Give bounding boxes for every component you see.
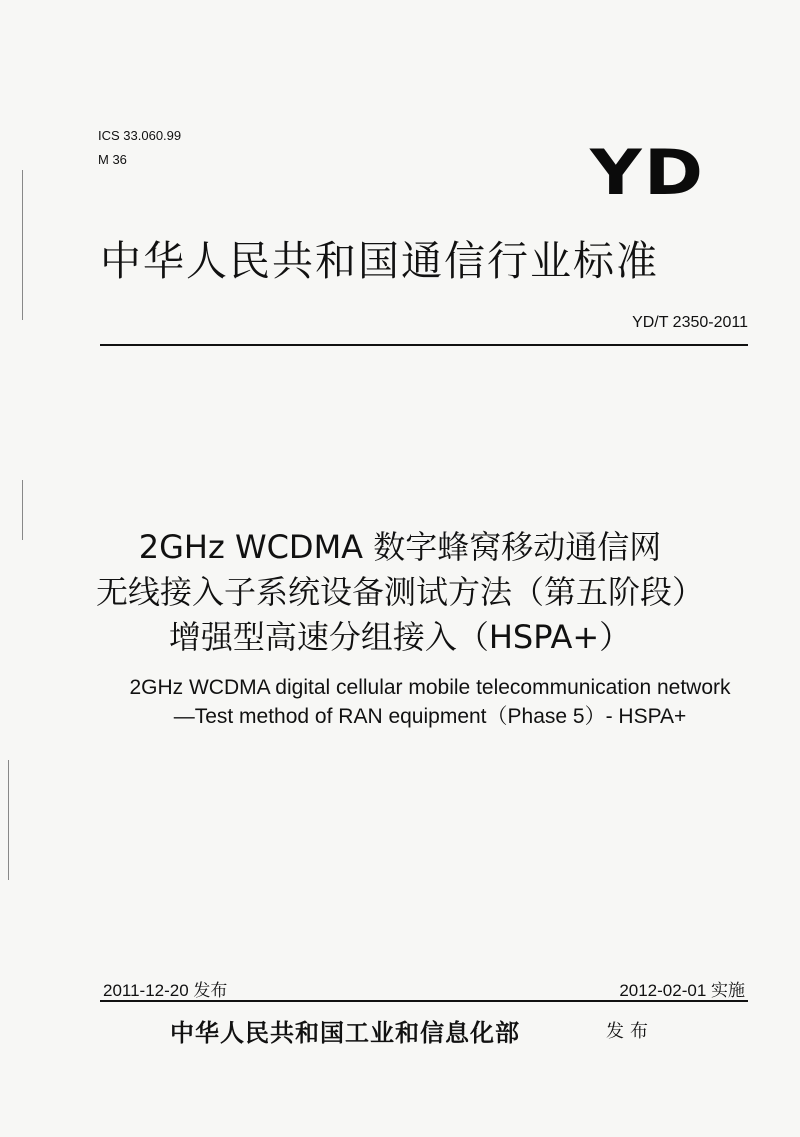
issue-date: 2011-12-20 发布 [103,981,228,1000]
chinese-title-line-2: 无线接入子系统设备测试方法（第五阶段） [95,573,704,611]
scan-line [8,760,9,880]
english-title [0,673,800,731]
standard-title: 中华人民共和国通信行业标准 [100,237,659,285]
category-code: M 36 [98,152,127,167]
chinese-title-line-1: 2GHz WCDMA 数字蜂窝移动通信网 [138,528,662,566]
english-title-line-1: 2GHz WCDMA digital cellular mobile telecommunication network [129,676,731,699]
issuer-suffix: 发布 [606,1021,654,1042]
chinese-title-line-3: 增强型高速分组接入（HSPA+） [168,618,632,656]
scan-line [22,170,23,320]
bottom-divider [100,1000,748,1002]
chinese-title [0,525,800,660]
top-divider [100,344,748,346]
ics-code: ICS 33.060.99 [98,128,182,143]
standard-number: YD/T 2350-2011 [632,314,748,331]
effective-date: 2012-02-01 实施 [619,981,745,1000]
issuer-name: 中华人民共和国工业和信息化部 [170,1018,520,1047]
english-title-line-2: —Test method of RAN equipment（Phase 5）- HSPA+ [173,705,687,728]
yd-logo: YD [589,136,705,209]
